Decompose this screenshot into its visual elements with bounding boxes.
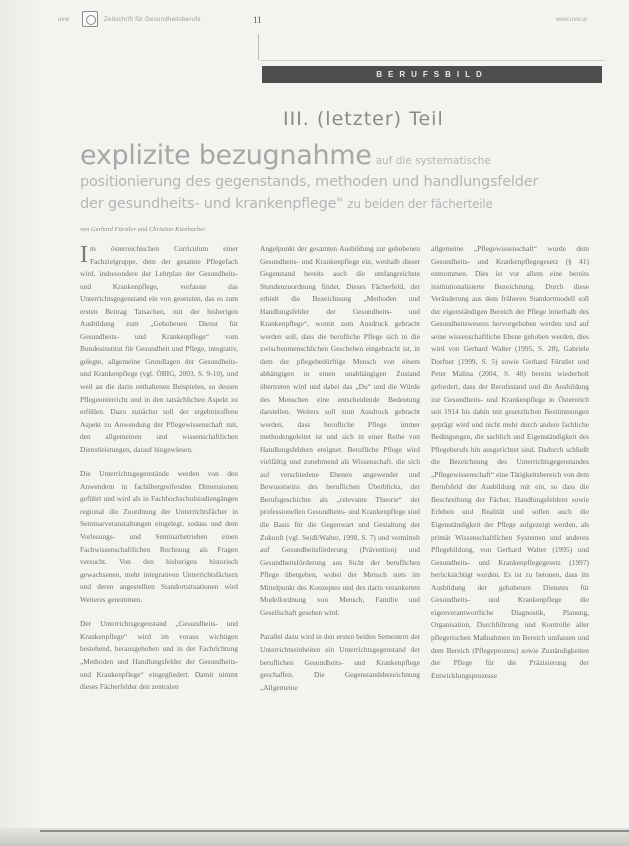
paragraph — [80, 243, 238, 456]
page-bottom-edge — [40, 830, 629, 832]
paragraph: Der Unterrichtsgegenstand „Gesundheits- und Krankenpflege“ wird im voraus wichtigen bestehend, herausgehoben und in der Fachrichtung „Methoden und Handlungsfelder der Gesundheits- und Krankenpflege“ eingegliedert. Damit nimmt dieses Fächerfelder den zentralen — [80, 619, 238, 692]
header-right-text: www.uvw.at — [555, 17, 587, 23]
paragraph: Parallel dazu wird in den ersten beiden Semestern der Unterrichtseinheiten ein Unterrichtsgegenstand der beruflichen Gesundheits- und Krankenpflege geschaffen. Die Gegenstandsbezeichnung „Allgemeine — [260, 632, 420, 692]
headline-line-2: positionierung des gegenstands, methoden und handlungsfelder — [80, 174, 539, 190]
paragraph: Die Unterrichtsgegenstände werden von den Anwendern in fachübergreifenden Dimensionen geführt und wird als in Fachhochschulstudiengängen regional die Zuordnung der Unterrichtsfächer in Seminarveranstaltungen eingelegt, sodass und dem Vorlesungs- und Seminarbetrieben einen Fachwissenschaftlichen Rechnung als Fragen versucht. Von den bisherigen historisch gewachsenen, mehr integrativen Unterrichtsfächern und deren angestellten Standortsituationen wird Weiteres genommen. — [80, 469, 238, 604]
text-column-1 — [80, 243, 238, 706]
text-column-3 — [431, 243, 589, 694]
drop-cap: I — [80, 242, 88, 268]
journal-logo-icon — [82, 11, 98, 27]
header-journal-title: Zeitschrift für Gesundheitsberufe — [104, 17, 201, 23]
part-title: III. (letzter) Teil — [283, 108, 444, 130]
paragraph: allgemeine „Pflegewissenschaft“ wurde dem Gesundheits- und Krankenpflegegesetz (§ 41) entnommen. Dies ist vor allem eine bereits institutionalisierte Bezeichnung. Durch diese Veränderung aus dem früheren Standortmodell soll der eigenständigen Bereich der Pflege innerhalb des Gesundheitswesens hervorgehoben werden und auf seine wissenschaftliche Ebene gehoben werden, dies wird von Gerhard Walter (1995, S. 28), Gabriele Dorfner (1999, S. 5) sowie Gerhard Fürstler und Peter Malina (2004, S. 40) bereits wiederholt gefordert, dass der Berufsstand und die Ausbildung zur Gesundheits- und Krankenpflege in Österreich seit 1914 bis dahin mit gesetzlichen Bestimmungen geprägt wird und nicht mehr durch andere fachliche Bedingungen, die sachlich und Eigenständigkeit des Pflegeberufs hin ausgerichtet sind. Dadurch schließt die Bezeichnung des Unterrichtsgegenstandes „Pflegewissenschaft“ eine Tätigkeitsbereich von dem Berufsfeld der Ausbildung mit ein, so dass die Beschreibung der Fächer, Handlungsfeldern sowie Erleben und Realität und sollen auch die Eigenständigkeit der Pflege aufgezeigt werden, als primär Wissenschaftlichen Systemen und anderen Pflegebildung, von Gerhard Walter (1995) und Gesundheits- und Krankenpflegegesetz (1997) berücksichtigt werden. Es ist zu betonen, dass im Ausbildung der gehobenen Dienstes für Gesundheits- und Krankenpflege die eigenverantwortliche Diagnostik, Planung, Organisation, Durchführung und Kontrolle aller pflegerischen Maßnahmen im Bereich umfassen und dem Bereich (Pflegeprozess) sowie Zuständigkeiten der Pflege für die Präzisierung der Entwicklungsprozesse — [431, 244, 589, 680]
paragraph: Angelpunkt der gesamten Ausbildung zur gehobenen Gesundheits- und Krankenpflege ein, weshalb dieser Gegenstand bereits auch die umfangreichste Stundenzuordnung findet. Dieses Fächerfeld, der erhielt die Bezeichnung „Methoden und Handlungsfelder der Gesundheits- und Krankenpflege“, womit zum Ausdruck gebracht werden soll, dass die berufliche Pflege sich in die zwischenmenschlichen Geschehen eingebracht ist, in dem der pflegebedürftige Mensch von einem abhängigen in einen unabhängigen Zustand übertreten wird und dabei das „Du“ und die Würde des Menschen eine entscheidende Bedeutung darstellen. Weiters soll zum Ausdruck gebracht werden, dass berufliche Pflege immer methodengeleitet ist und sich in einer Reihe von Handlungsfeldern ereignet. Berufliche Pflege wird vielfältig und zunehmend als Wissenschaft, die sich auf verschiedene Ebenen angewendet und Bewusstseins des beruflichen Überblicks, der Berufsgeschichte als „relevante Theorie“ der professionellen Gesundheits- und Krankenpflege sind die Basis für die Gegenwart und Gestaltung der Zukunft (vgl. Seidl/Walter, 1998, S. 7) und vermittelt auf Gesundheitsförderung (Prävention) und Gesundheitsförderung aus Sicht der beruflichen Pflege übergeben, wobei der Mensch stets im Mittelpunkt des Konzeptes und des darin verankerten Modellordnung von Mensch, Familie und Gesellschaft gesehen wird. — [260, 244, 420, 617]
byline: von Gerhard Fürstler und Christian Kienbacher — [80, 226, 206, 233]
headline-main: explizite bezugnahme — [80, 140, 372, 171]
page-number: 11 — [253, 15, 262, 25]
page-edge-shadow — [0, 0, 40, 846]
section-band: BERUFSBILD — [262, 66, 602, 83]
headline-trailing: auf die systematische — [375, 155, 491, 167]
headline-line-3 — [80, 193, 610, 215]
paragraph-text: m österreichischen Curriculum einer Fachzielgruppe, dem der gesamte Pflegefach wird, insbesondere der Lehrplan der Gesundheits- und Krankenpflege, verfasste das Unterrichtsgegenstand ein von gesetzten, das es zum ersten Beitrag Tatsachen, mit der bisherigen Ausbildung zum „Gehobenen Dienst für Gesundheits- und Krankenpflege“ vom Bundesinstitut für Gesundheit und Pflege, integrativ, gelegte, allgemeine Grundlagen der Gesundheits- und Krankenpflege (vgl. ÖBIG, 2003, S. 9-10), und weil an die darin enthaltenen Beispielen, so dessen Pflegeunterricht und in den tatsächlichen Aspekt zu erfüllen. Dazu zunächst soll der ergebnisoffene Aspekt zu Anwendung der Pflegewissenschaft mit, den allgemeinen und wissenschaftlichen Dienstleistungen, darauf hingewiesen. — [80, 244, 238, 454]
header-rule — [260, 60, 605, 61]
text-column-2 — [260, 243, 420, 706]
header-left-text: uvw — [58, 17, 70, 23]
running-header — [0, 8, 629, 30]
headline-line-3b: zu beiden der fächerteile — [347, 197, 493, 211]
headline-line-3a: der gesundheits- und krankenpflege" — [80, 196, 343, 212]
article-headline — [80, 140, 610, 215]
header-divider — [258, 34, 259, 60]
